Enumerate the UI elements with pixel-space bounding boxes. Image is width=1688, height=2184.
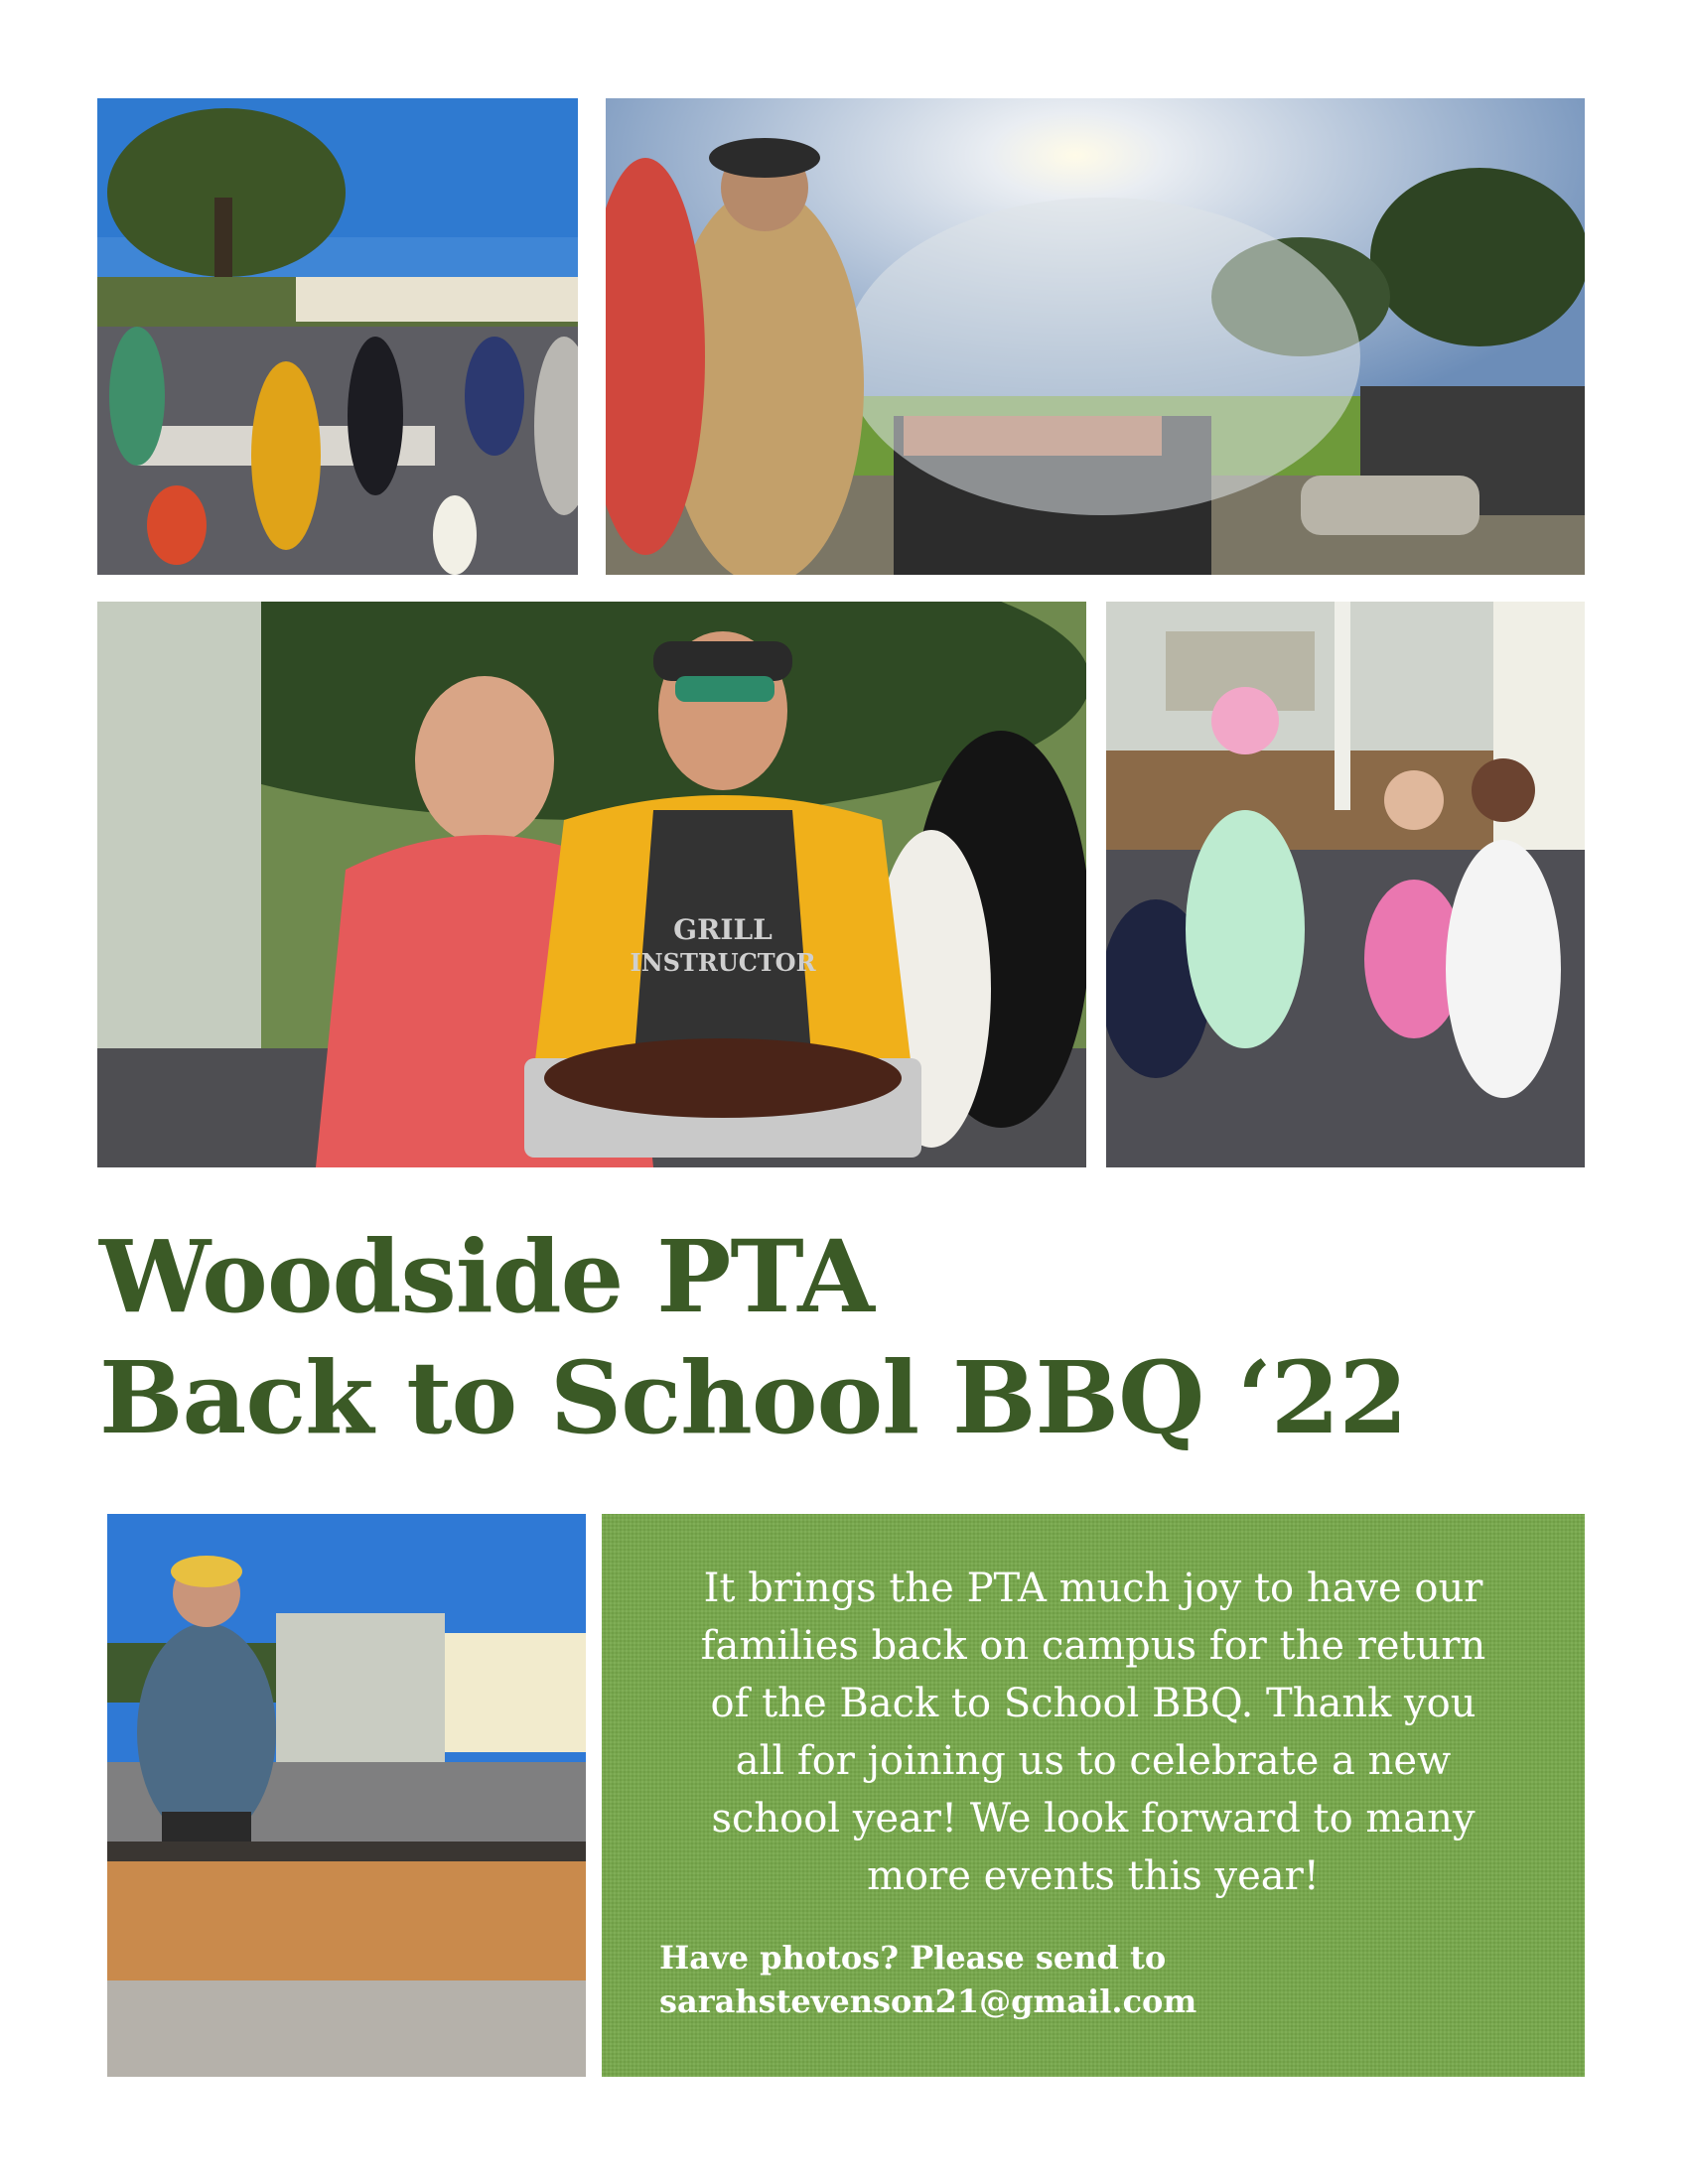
title-line-1: Woodside PTA (99, 1218, 874, 1335)
message-line: of the Back to School BBQ. Thank you (710, 1681, 1477, 1726)
photo-crowd-blacktop (97, 98, 578, 575)
event-title (99, 1216, 1589, 1458)
apron-text-instructor: INSTRUCTOR (630, 948, 816, 977)
photo-kids-playground (1106, 602, 1585, 1167)
message-line: families back on campus for the return (700, 1623, 1486, 1669)
message-body (641, 1560, 1545, 1905)
message-line: more events this year! (867, 1853, 1320, 1899)
contact-prompt: Have photos? Please send to (659, 1939, 1167, 1977)
message-box (602, 1514, 1585, 2077)
photo-grill-master (606, 98, 1585, 575)
photo-grill-instructor (97, 602, 1086, 1167)
message-line: all for joining us to celebrate a new (735, 1738, 1452, 1784)
apron-text-grill: GRILL (673, 913, 773, 946)
photo-chicken-grill (107, 1514, 586, 2077)
message-line: school year! We look forward to many (711, 1796, 1476, 1842)
contact-email[interactable]: sarahstevenson21@gmail.com (659, 1982, 1197, 2020)
title-line-2: Back to School BBQ ‘22 (99, 1339, 1407, 1456)
contact-info (659, 1936, 1196, 2023)
message-line: It brings the PTA much joy to have our (703, 1566, 1483, 1611)
